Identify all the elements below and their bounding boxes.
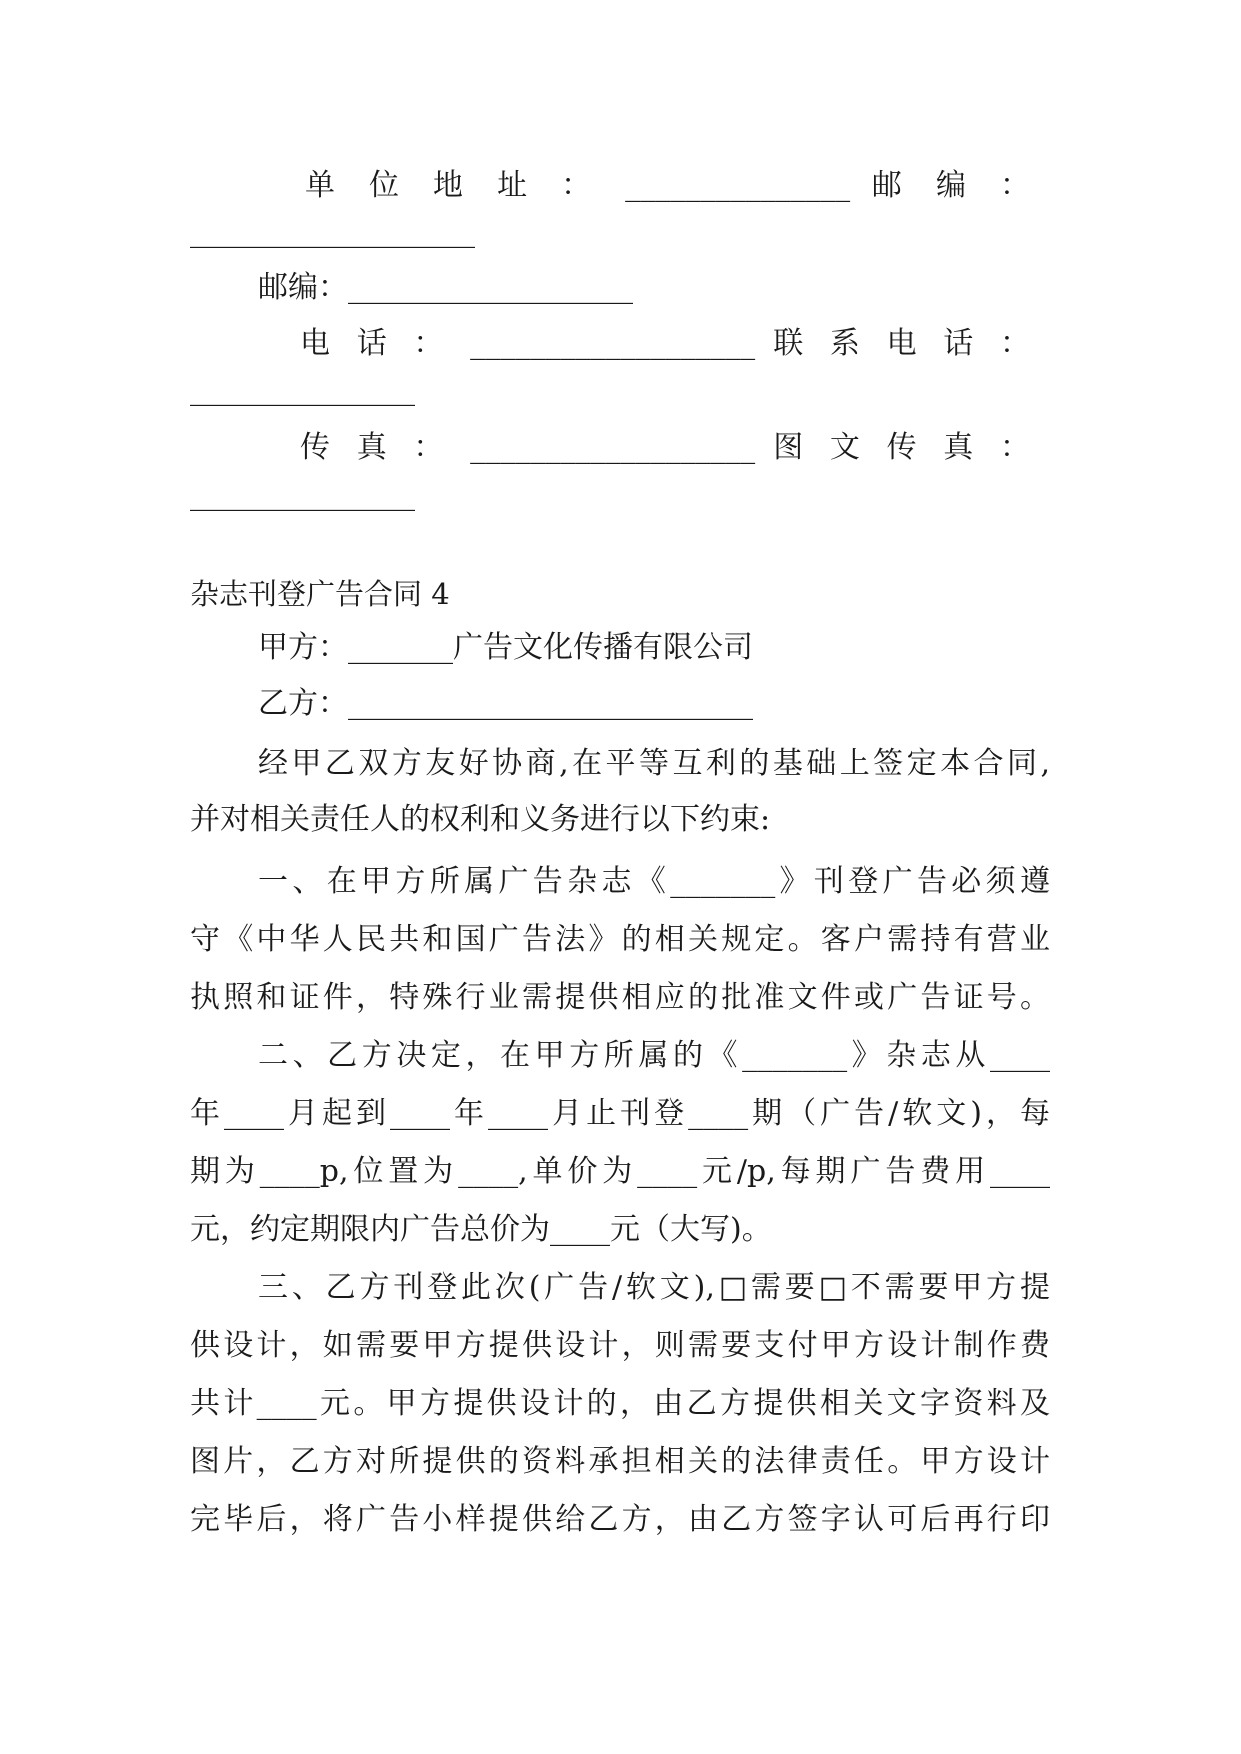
paragraph-line: 经甲乙双方友好协商,在平等互利的基础上签定本合同,: [258, 746, 1050, 781]
phone-line: 电 话 ： ___________________ 联 系 电 话 ：: [300, 326, 1030, 361]
address-postcode-blank: ___________________: [190, 214, 475, 249]
fax-line: 传 真 ： ___________________ 图 文 传 真 ：: [300, 430, 1030, 465]
party-a-line: 甲方：_______广告文化传播有限公司: [258, 630, 753, 665]
postcode-line: 邮编：___________________: [258, 270, 633, 305]
paragraph-line: 并对相关责任人的权利和义务进行以下约束:: [190, 802, 771, 837]
paragraph-line: 一、在甲方所属广告杂志《_______》刊登广告必须遵: [258, 864, 1050, 899]
address-postcode-line: 单 位 地 址 ： _______________ 邮 编 ：: [305, 168, 1030, 203]
paragraph-line: 守《中华人民共和国广告法》的相关规定。客户需持有营业: [190, 922, 1050, 957]
contract-title: 杂志刊登广告合同 4: [190, 577, 450, 611]
paragraph-line: 图片，乙方对所提供的资料承担相关的法律责任。甲方设计: [190, 1444, 1050, 1479]
paragraph-line: 供设计，如需要甲方提供设计，则需要支付甲方设计制作费: [190, 1328, 1050, 1363]
phone-blank: _______________: [190, 372, 415, 407]
fax-blank: _______________: [190, 477, 415, 512]
paragraph-line: 年____月起到____年____月止刊登____期（广告/软文)，每: [190, 1096, 1050, 1131]
paragraph-line: 元，约定期限内广告总价为____元（大写)。: [190, 1212, 772, 1247]
paragraph-line: 二、乙方决定，在甲方所属的《_______》杂志从____: [258, 1038, 1050, 1073]
paragraph-line: 三、乙方刊登此次(广告/软文),□需要□不需要甲方提: [258, 1270, 1050, 1305]
paragraph-line: 共计____元。甲方提供设计的，由乙方提供相关文字资料及: [190, 1386, 1050, 1421]
paragraph-line: 期为____p,位置为____,单价为____元/p,每期广告费用____: [190, 1154, 1050, 1189]
paragraph-line: 执照和证件，特殊行业需提供相应的批准文件或广告证号。: [190, 980, 1050, 1015]
party-b-line: 乙方：___________________________: [258, 686, 753, 721]
paragraph-line: 完毕后，将广告小样提供给乙方，由乙方签字认可后再行印: [190, 1502, 1050, 1537]
